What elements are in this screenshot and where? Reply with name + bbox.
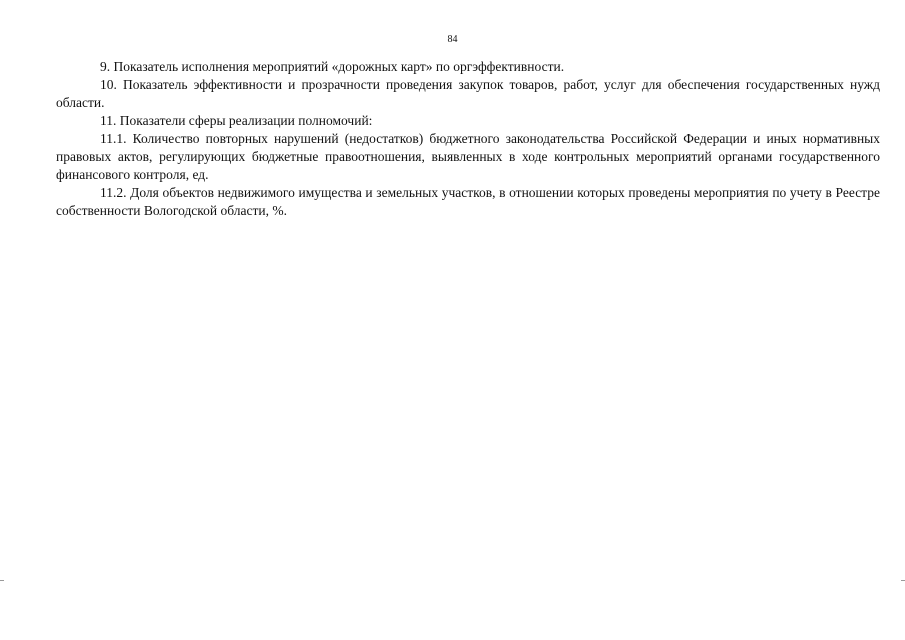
paragraph-10: 10. Показатель эффективности и прозрачности проведения закупок товаров, работ, услуг для обеспечения государственных нужд области. xyxy=(56,77,880,110)
paragraph-11-1: 11.1. Количество повторных нарушений (недостатков) бюджетного законодательства Российской Федерации и иных нормативных правовых актов, регулирующих бюджетные правоотношения, выявленных в ходе контрольных мероприятий органами государственного финансового контроля, ед. xyxy=(56,131,880,182)
paragraph-11: 11. Показатели сферы реализации полномочий: xyxy=(100,113,373,128)
paragraph-9: 9. Показатель исполнения мероприятий «дорожных карт» по оргэффективности. xyxy=(100,59,565,74)
document-body xyxy=(56,58,880,220)
page-number: 84 xyxy=(447,34,458,45)
scan-edge-mark-left xyxy=(0,580,4,581)
scan-edge-mark-right xyxy=(901,580,905,581)
paragraph-11-2: 11.2. Доля объектов недвижимого имущества и земельных участков, в отношении которых проведены мероприятия по учету в Реестре собственности Вологодской области, %. xyxy=(56,185,880,218)
